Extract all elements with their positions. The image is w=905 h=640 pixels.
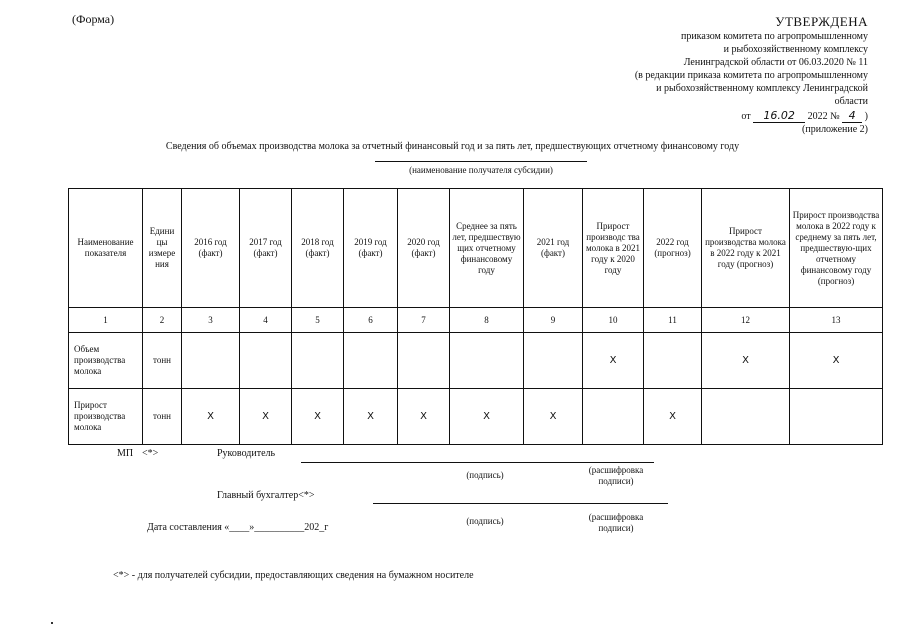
header-cell: 2021 год (факт)	[524, 189, 583, 308]
header-row	[69, 189, 883, 308]
column-number: 3	[182, 308, 240, 333]
head-label: Руководитель	[217, 448, 276, 459]
recipient-caption: (наименование получателя субсидии)	[409, 165, 553, 175]
table-cell: X	[524, 389, 583, 445]
row-unit: тонн	[143, 389, 182, 445]
approval-line: и рыбохозяйственному комплексу Ленинградской	[656, 83, 868, 94]
accountant-signature-caption: (подпись)	[466, 516, 504, 526]
column-number: 7	[398, 308, 450, 333]
row-unit: тонн	[143, 333, 182, 389]
table-cell	[644, 333, 702, 389]
handwritten-date: 16.02	[753, 109, 805, 123]
form-label: (Форма)	[72, 12, 115, 26]
table-cell: X	[344, 389, 398, 445]
approval-heading: УТВЕРЖДЕНА	[775, 14, 868, 29]
table-cell	[450, 333, 524, 389]
table-cell: X	[702, 333, 790, 389]
header-cell: 2018 год (факт)	[292, 189, 344, 308]
column-number: 4	[240, 308, 292, 333]
row-name: Прирост производства молока	[69, 389, 143, 445]
table-cell	[790, 389, 883, 445]
header-cell: 2022 год (прогноз)	[644, 189, 702, 308]
year-text: 2022 №	[807, 111, 840, 122]
column-number: 11	[644, 308, 702, 333]
from-prefix: от	[741, 111, 751, 122]
document-title: Сведения об объемах производства молока за отчетный финансовый год и за пять лет, предшествующих отчетному финансовому году	[165, 141, 740, 152]
date-of-compilation: Дата составления «____»__________202_г	[147, 522, 329, 533]
head-signature-line	[301, 462, 654, 463]
header-cell: Наименование показателя	[69, 189, 143, 308]
chief-accountant-label: Главный бухгалтер<*>	[217, 490, 315, 501]
table-cell: X	[583, 333, 644, 389]
table-cell: X	[182, 389, 240, 445]
head-decoding-caption: (расшифровка подписи)	[588, 465, 644, 486]
header-cell: 2017 год (факт)	[240, 189, 292, 308]
accountant-decoding-caption: (расшифровка подписи)	[588, 512, 644, 533]
table-cell: X	[240, 389, 292, 445]
seal-footnote-mark: <*>	[142, 448, 159, 459]
table-cell: X	[292, 389, 344, 445]
table-cell: X	[644, 389, 702, 445]
head-signature-caption: (подпись)	[466, 470, 504, 480]
table-row	[69, 389, 883, 445]
scan-speck	[51, 622, 53, 624]
table-cell: X	[398, 389, 450, 445]
table-cell	[240, 333, 292, 389]
milk-production-table	[68, 188, 883, 445]
column-number: 12	[702, 308, 790, 333]
column-number: 9	[524, 308, 583, 333]
table-cell	[398, 333, 450, 389]
header-cell: 2019 год (факт)	[344, 189, 398, 308]
close-paren: )	[864, 111, 868, 122]
table-cell	[702, 389, 790, 445]
table-cell	[182, 333, 240, 389]
column-number: 6	[344, 308, 398, 333]
column-number: 2	[143, 308, 182, 333]
column-number: 5	[292, 308, 344, 333]
header-cell: Прирост производства молока в 2022 году к среднему за пять лет, предшествую-щих отчетному финансовому году (прогноз)	[790, 189, 883, 308]
table-cell	[344, 333, 398, 389]
header-cell: Прирост производс тва молока в 2021 году к 2020 году	[583, 189, 644, 308]
handwritten-number: 4	[842, 109, 862, 123]
header-cell: 2020 год (факт)	[398, 189, 450, 308]
column-number: 8	[450, 308, 524, 333]
header-cell: Среднее за пять лет, предшествую щих отчетному финансовому году	[450, 189, 524, 308]
approval-line: (в редакции приказа комитета по агропромышленному	[634, 70, 868, 81]
column-number: 13	[790, 308, 883, 333]
approval-line: области	[834, 96, 868, 107]
column-number: 1	[69, 308, 143, 333]
approval-line: и рыбохозяйственному комплексу	[723, 44, 868, 55]
approval-block	[568, 14, 868, 136]
table-cell	[583, 389, 644, 445]
table-cell: X	[790, 333, 883, 389]
row-name: Объем производства молока	[69, 333, 143, 389]
header-cell: Едини цы измере ния	[143, 189, 182, 308]
header-cell: Прирост производства молока в 2022 году к 2021 году (прогноз)	[702, 189, 790, 308]
approval-line: приказом комитета по агропромышленному	[680, 31, 868, 42]
table-cell	[292, 333, 344, 389]
approval-line: Ленинградской области от 06.03.2020 № 11	[683, 57, 868, 68]
table-row	[69, 333, 883, 389]
footnote: <*> - для получателей субсидии, предоставляющих сведения на бумажном носителе	[113, 570, 474, 581]
header-cell: 2016 год (факт)	[182, 189, 240, 308]
seal-label: МП	[117, 448, 134, 459]
appendix-label: (приложение 2)	[802, 124, 868, 135]
recipient-name-line	[375, 161, 587, 162]
approval-date-line	[568, 109, 868, 123]
table-cell: X	[450, 389, 524, 445]
column-number-row	[69, 308, 883, 333]
table-cell	[524, 333, 583, 389]
column-number: 10	[583, 308, 644, 333]
accountant-signature-line	[373, 503, 668, 504]
